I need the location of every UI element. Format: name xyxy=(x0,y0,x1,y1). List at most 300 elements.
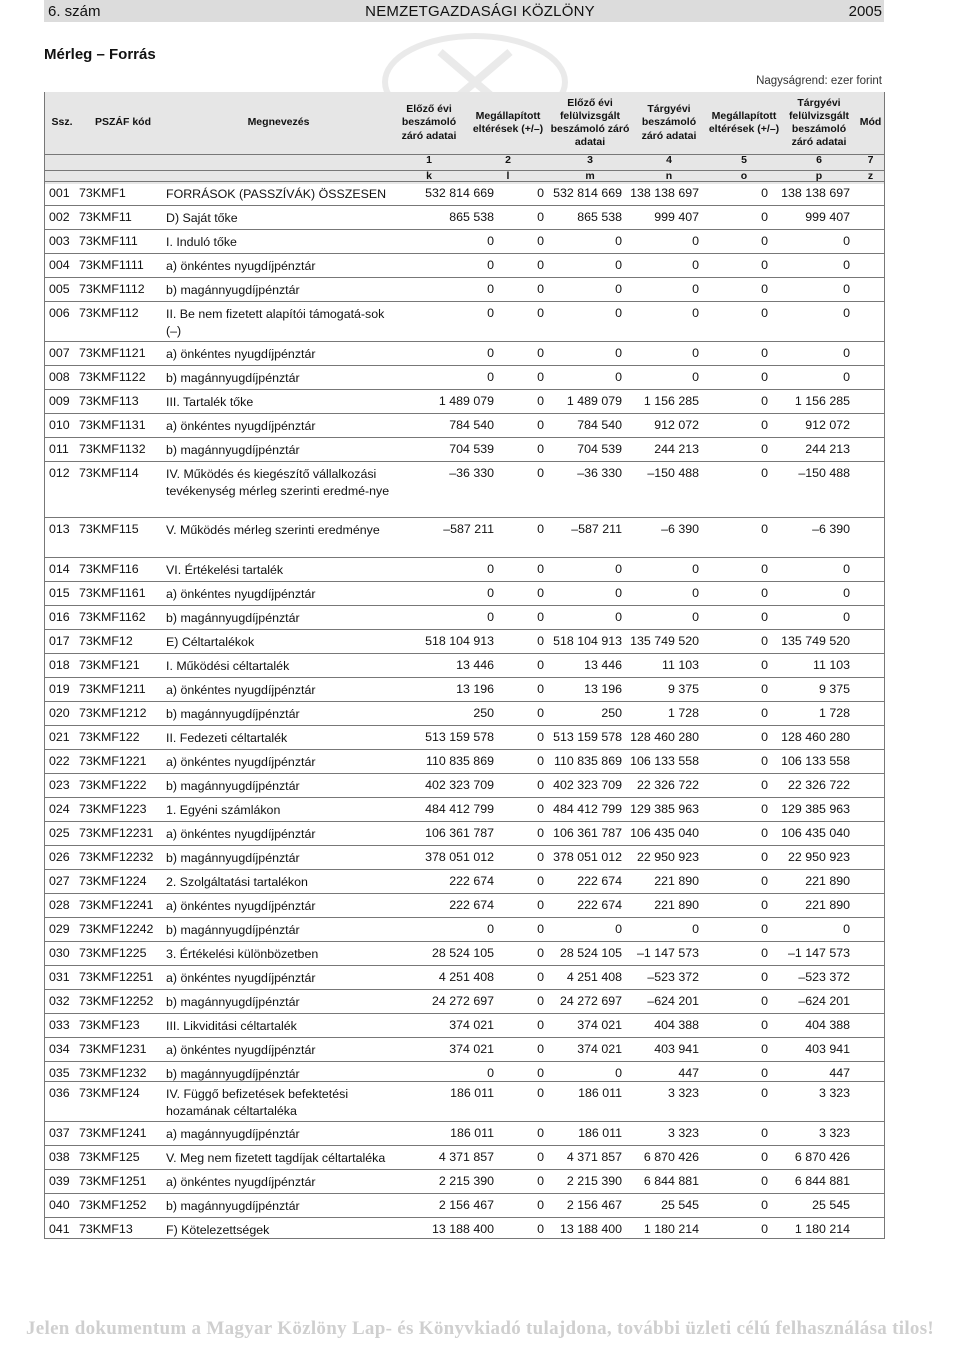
row-value-col-4: 3 323 xyxy=(667,1126,699,1140)
row-name: b) magánnyugdíjpénztár xyxy=(166,1067,300,1081)
row-name: II. Be nem fizetett alapítói támogatá-sok (–) xyxy=(166,307,385,338)
row-value-col-1: 0 xyxy=(487,586,494,600)
row-name: a) önkéntes nyugdíjpénztár xyxy=(166,1175,316,1189)
row-ssz: 006 xyxy=(49,306,70,320)
row-code: 73KMF12251 xyxy=(79,970,154,984)
row-value-col-5: 0 xyxy=(761,994,768,1008)
row-value-col-4: 1 156 285 xyxy=(643,394,699,408)
row-value-col-4: 6 844 881 xyxy=(643,1174,699,1188)
row-value-col-3: 186 011 xyxy=(578,1086,622,1100)
row-value-col-6: 11 103 xyxy=(813,658,850,672)
row-divider xyxy=(44,389,884,390)
row-divider xyxy=(44,1013,884,1014)
row-value-col-3: 28 524 105 xyxy=(559,946,622,960)
year: 2005 xyxy=(848,3,882,20)
row-value-col-4: –624 201 xyxy=(647,994,699,1008)
row-value-col-5: 0 xyxy=(761,306,768,320)
row-code: 73KMF116 xyxy=(79,562,139,576)
row-name: b) magánnyugdíjpénztár xyxy=(166,611,300,625)
row-value-col-5: 0 xyxy=(761,754,768,768)
col-header-ssz: Ssz. xyxy=(51,116,73,129)
row-value-col-1: 0 xyxy=(487,370,494,384)
row-name: a) magánnyugdíjpénztár xyxy=(166,1127,300,1141)
row-name: a) önkéntes nyugdíjpénztár xyxy=(166,347,316,361)
col-header-c7: Mód xyxy=(859,116,882,129)
row-ssz: 030 xyxy=(49,946,70,960)
row-value-col-4: 0 xyxy=(692,562,699,576)
row-value-col-4: 999 407 xyxy=(654,210,699,224)
row-name: II. Fedezeti céltartalék xyxy=(166,731,288,745)
row-value-col-1: 518 104 913 xyxy=(425,634,494,648)
row-value-col-6: 0 xyxy=(843,306,850,320)
row-value-col-4: 106 133 558 xyxy=(630,754,699,768)
row-value-col-1: 0 xyxy=(487,234,494,248)
row-name: III. Tartalék tőke xyxy=(166,395,254,409)
row-value-col-3: 704 539 xyxy=(577,442,622,456)
row-ssz: 017 xyxy=(49,634,70,648)
row-value-col-3: 2 215 390 xyxy=(566,1174,622,1188)
row-value-col-4: 447 xyxy=(678,1066,699,1080)
row-divider xyxy=(44,301,884,302)
row-ssz: 012 xyxy=(49,466,70,480)
row-value-col-4: 138 138 697 xyxy=(630,186,699,200)
row-value-col-5: 0 xyxy=(761,234,768,248)
row-value-col-2: 0 xyxy=(537,1042,544,1056)
row-value-col-5: 0 xyxy=(761,586,768,600)
row-value-col-6: 135 749 520 xyxy=(781,634,850,648)
row-divider xyxy=(44,1145,884,1146)
row-name: b) magánnyugdíjpénztár xyxy=(166,1199,300,1213)
row-value-col-6: –6 390 xyxy=(812,522,850,536)
row-code: 73KMF1252 xyxy=(79,1198,147,1212)
row-divider xyxy=(44,1238,884,1239)
row-name: a) önkéntes nyugdíjpénztár xyxy=(166,683,316,697)
row-value-col-5: 0 xyxy=(761,1042,768,1056)
row-code: 73KMF12232 xyxy=(79,850,154,864)
row-value-col-6: 0 xyxy=(843,370,850,384)
row-ssz: 014 xyxy=(49,562,70,576)
row-value-col-6: 0 xyxy=(843,258,850,272)
row-value-col-4: 22 950 923 xyxy=(636,850,699,864)
row-code: 73KMF1112 xyxy=(79,282,145,296)
row-value-col-5: 0 xyxy=(761,466,768,480)
col-number: 5 xyxy=(741,154,747,166)
row-value-col-5: 0 xyxy=(761,898,768,912)
row-value-col-4: 0 xyxy=(692,346,699,360)
row-value-col-5: 0 xyxy=(761,850,768,864)
col-header-c1: Előző évi beszámoló záró adatai xyxy=(401,103,457,142)
row-value-col-4: 404 388 xyxy=(654,1018,699,1032)
row-ssz: 021 xyxy=(49,730,70,744)
row-divider xyxy=(44,1121,884,1122)
row-name: 1. Egyéni számlákon xyxy=(166,803,281,817)
row-value-col-3: 0 xyxy=(615,346,622,360)
row-code: 73KMF12241 xyxy=(79,898,154,912)
row-divider xyxy=(44,229,884,230)
row-value-col-2: 0 xyxy=(537,1198,544,1212)
row-code: 73KMF122 xyxy=(79,730,140,744)
row-code: 73KMF113 xyxy=(79,394,139,408)
page-title: Mérleg – Forrás xyxy=(44,46,156,63)
row-divider xyxy=(44,1081,884,1082)
row-value-col-5: 0 xyxy=(761,258,768,272)
row-value-col-3: 865 538 xyxy=(577,210,622,224)
row-ssz: 019 xyxy=(49,682,70,696)
row-ssz: 020 xyxy=(49,706,70,720)
row-value-col-1: 704 539 xyxy=(449,442,494,456)
row-value-col-5: 0 xyxy=(761,442,768,456)
row-value-col-4: 0 xyxy=(692,922,699,936)
row-divider xyxy=(44,653,884,654)
row-value-col-2: 0 xyxy=(537,922,544,936)
row-code: 73KMF1111 xyxy=(79,258,144,272)
row-value-col-2: 0 xyxy=(537,370,544,384)
row-divider xyxy=(44,893,884,894)
row-ssz: 015 xyxy=(49,586,70,600)
row-value-col-2: 0 xyxy=(537,826,544,840)
row-ssz: 028 xyxy=(49,898,70,912)
row-ssz: 007 xyxy=(49,346,70,360)
row-ssz: 038 xyxy=(49,1150,70,1164)
col-letter: m xyxy=(585,170,595,182)
row-value-col-4: 135 749 520 xyxy=(630,634,699,648)
row-value-col-6: 6 870 426 xyxy=(794,1150,850,1164)
row-value-col-3: 0 xyxy=(615,562,622,576)
row-value-col-3: 4 371 857 xyxy=(566,1150,622,1164)
row-divider xyxy=(44,749,884,750)
row-ssz: 029 xyxy=(49,922,70,936)
row-value-col-1: 865 538 xyxy=(449,210,494,224)
row-name: b) magánnyugdíjpénztár xyxy=(166,443,300,457)
row-value-col-1: –36 330 xyxy=(449,466,494,480)
row-value-col-5: 0 xyxy=(761,1018,768,1032)
row-ssz: 025 xyxy=(49,826,70,840)
row-name: V. Működés mérleg szerinti eredménye xyxy=(166,523,380,537)
row-value-col-1: 4 251 408 xyxy=(438,970,494,984)
unit-note: Nagyságrend: ezer forint xyxy=(756,75,882,87)
row-value-col-6: 1 156 285 xyxy=(794,394,850,408)
row-value-col-2: 0 xyxy=(537,850,544,864)
row-value-col-3: 4 251 408 xyxy=(566,970,622,984)
row-value-col-1: –587 211 xyxy=(443,522,494,536)
row-ssz: 027 xyxy=(49,874,70,888)
row-value-col-5: 0 xyxy=(761,922,768,936)
row-value-col-1: 0 xyxy=(487,306,494,320)
row-value-col-1: 4 371 857 xyxy=(438,1150,494,1164)
issue-number: 6. szám xyxy=(48,3,101,20)
row-value-col-5: 0 xyxy=(761,394,768,408)
journal-title: NEMZETGAZDASÁGI KÖZLÖNY xyxy=(365,3,595,20)
row-name: a) önkéntes nyugdíjpénztár xyxy=(166,587,316,601)
row-value-col-1: 0 xyxy=(487,922,494,936)
row-value-col-2: 0 xyxy=(537,1066,544,1080)
row-value-col-4: 0 xyxy=(692,610,699,624)
row-value-col-5: 0 xyxy=(761,522,768,536)
row-code: 73KMF1222 xyxy=(79,778,147,792)
row-value-col-5: 0 xyxy=(761,186,768,200)
row-value-col-4: 22 326 722 xyxy=(636,778,699,792)
row-value-col-2: 0 xyxy=(537,466,544,480)
row-divider xyxy=(44,701,884,702)
row-name: 3. Értékelési különbözetben xyxy=(166,947,319,961)
row-code: 73KMF111 xyxy=(79,234,138,248)
row-value-col-3: 374 021 xyxy=(577,1018,622,1032)
row-code: 73KMF115 xyxy=(79,522,139,536)
row-value-col-6: 129 385 963 xyxy=(781,802,850,816)
row-code: 73KMF1211 xyxy=(79,682,146,696)
row-value-col-1: 222 674 xyxy=(449,898,494,912)
row-ssz: 034 xyxy=(49,1042,70,1056)
row-value-col-6: 3 323 xyxy=(818,1086,850,1100)
row-divider xyxy=(44,181,884,182)
row-value-col-6: 138 138 697 xyxy=(781,186,850,200)
row-divider xyxy=(44,965,884,966)
row-value-col-6: 912 072 xyxy=(805,418,850,432)
row-value-col-1: 1 489 079 xyxy=(438,394,494,408)
col-header-c5: Megállapított eltérések (+/–) xyxy=(708,109,780,135)
row-value-col-6: 447 xyxy=(829,1066,850,1080)
row-code: 73KMF1131 xyxy=(79,418,146,432)
row-value-col-3: 0 xyxy=(615,922,622,936)
col-number: 6 xyxy=(816,154,822,166)
row-value-col-1: 186 011 xyxy=(450,1126,494,1140)
row-value-col-6: 0 xyxy=(843,610,850,624)
row-name: I. Működési céltartalék xyxy=(166,659,290,673)
row-value-col-4: 0 xyxy=(692,306,699,320)
row-value-col-4: –150 488 xyxy=(647,466,699,480)
row-value-col-6: 3 323 xyxy=(818,1126,850,1140)
row-value-col-3: 106 361 787 xyxy=(553,826,622,840)
row-value-col-2: 0 xyxy=(537,442,544,456)
row-value-col-2: 0 xyxy=(537,874,544,888)
row-value-col-2: 0 xyxy=(537,522,544,536)
row-value-col-1: 0 xyxy=(487,282,494,296)
row-value-col-1: 110 835 869 xyxy=(426,754,494,768)
row-value-col-1: 402 323 709 xyxy=(425,778,494,792)
row-ssz: 005 xyxy=(49,282,70,296)
row-divider xyxy=(44,1169,884,1170)
row-value-col-4: –1 147 573 xyxy=(636,946,699,960)
row-ssz: 024 xyxy=(49,802,70,816)
row-ssz: 035 xyxy=(49,1066,70,1080)
row-value-col-2: 0 xyxy=(537,1126,544,1140)
row-value-col-4: 129 385 963 xyxy=(630,802,699,816)
row-code: 73KMF1232 xyxy=(79,1066,147,1080)
row-value-col-3: 186 011 xyxy=(578,1126,622,1140)
row-name: b) magánnyugdíjpénztár xyxy=(166,707,300,721)
row-value-col-3: 378 051 012 xyxy=(553,850,622,864)
row-value-col-3: 402 323 709 xyxy=(553,778,622,792)
row-divider xyxy=(44,413,884,414)
row-name: F) Kötelezettségek xyxy=(166,1223,270,1237)
row-value-col-3: 532 814 669 xyxy=(553,186,622,200)
row-name: b) magánnyugdíjpénztár xyxy=(166,779,300,793)
row-value-col-2: 0 xyxy=(537,394,544,408)
row-value-col-6: 404 388 xyxy=(805,1018,850,1032)
row-value-col-2: 0 xyxy=(537,730,544,744)
row-code: 73KMF12252 xyxy=(79,994,154,1008)
row-value-col-4: 912 072 xyxy=(654,418,699,432)
row-value-col-4: 9 375 xyxy=(667,682,699,696)
row-value-col-1: 2 156 467 xyxy=(438,1198,494,1212)
row-value-col-3: 0 xyxy=(615,586,622,600)
row-name: IV. Működés és kiegészítő vállalkozási tevékenység mérleg szerinti eredmé-nye xyxy=(166,467,390,498)
row-value-col-1: 28 524 105 xyxy=(431,946,494,960)
row-value-col-5: 0 xyxy=(761,946,768,960)
row-value-col-6: 22 950 923 xyxy=(787,850,850,864)
row-name: a) önkéntes nyugdíjpénztár xyxy=(166,1043,316,1057)
row-divider xyxy=(44,461,884,462)
row-ssz: 026 xyxy=(49,850,70,864)
row-value-col-1: 513 159 578 xyxy=(425,730,494,744)
row-name: III. Likviditási céltartalék xyxy=(166,1019,297,1033)
row-code: 73KMF112 xyxy=(79,306,139,320)
row-ssz: 009 xyxy=(49,394,70,408)
row-value-col-5: 0 xyxy=(761,802,768,816)
row-value-col-6: 1 728 xyxy=(818,706,850,720)
col-header-name: Megnevezés xyxy=(247,116,310,129)
row-value-col-3: 0 xyxy=(615,234,622,248)
row-code: 73KMF125 xyxy=(79,1150,140,1164)
row-name: b) magánnyugdíjpénztár xyxy=(166,371,300,385)
row-value-col-6: –150 488 xyxy=(798,466,850,480)
col-letter: z xyxy=(867,170,874,182)
row-value-col-5: 0 xyxy=(761,1066,768,1080)
row-value-col-6: 403 941 xyxy=(805,1042,850,1056)
row-divider xyxy=(44,677,884,678)
row-code: 73KMF1212 xyxy=(79,706,147,720)
row-code: 73KMF1161 xyxy=(79,586,146,600)
row-value-col-3: –587 211 xyxy=(571,522,622,536)
col-header-c2: Megállapított eltérések (+/–) xyxy=(472,109,544,135)
row-value-col-5: 0 xyxy=(761,970,768,984)
row-name: D) Saját tőke xyxy=(166,211,238,225)
row-name: a) önkéntes nyugdíjpénztár xyxy=(166,755,316,769)
row-value-col-6: 22 326 722 xyxy=(787,778,850,792)
row-value-col-3: 0 xyxy=(615,306,622,320)
row-value-col-5: 0 xyxy=(761,562,768,576)
row-divider xyxy=(44,797,884,798)
row-value-col-6: 106 435 040 xyxy=(781,826,850,840)
col-number: 4 xyxy=(666,154,672,166)
row-name: E) Céltartalékok xyxy=(166,635,255,649)
row-value-col-2: 0 xyxy=(537,682,544,696)
row-value-col-5: 0 xyxy=(761,610,768,624)
row-divider xyxy=(44,205,884,206)
row-code: 73KMF114 xyxy=(79,466,139,480)
row-value-col-3: 13 196 xyxy=(584,682,622,696)
row-value-col-1: 2 215 390 xyxy=(438,1174,494,1188)
row-divider xyxy=(44,365,884,366)
row-value-col-1: 222 674 xyxy=(449,874,494,888)
row-value-col-2: 0 xyxy=(537,994,544,1008)
row-ssz: 016 xyxy=(49,610,70,624)
row-value-col-3: 484 412 799 xyxy=(553,802,622,816)
row-value-col-1: 0 xyxy=(487,562,494,576)
row-value-col-6: –523 372 xyxy=(798,970,850,984)
row-value-col-2: 0 xyxy=(537,346,544,360)
row-value-col-3: 0 xyxy=(615,370,622,384)
row-value-col-2: 0 xyxy=(537,258,544,272)
row-divider xyxy=(44,629,884,630)
col-header-c3: Előző évi felülvizsgált beszámoló záró adatai xyxy=(550,96,630,149)
row-value-col-2: 0 xyxy=(537,306,544,320)
col-number: 7 xyxy=(867,154,874,166)
row-value-col-2: 0 xyxy=(537,658,544,672)
row-name: IV. Függő befizetések befektetési hozamának céltartaléka xyxy=(166,1087,349,1118)
row-value-col-2: 0 xyxy=(537,234,544,248)
row-value-col-1: 378 051 012 xyxy=(425,850,494,864)
row-code: 73KMF1132 xyxy=(79,442,146,456)
row-value-col-1: 13 446 xyxy=(456,658,494,672)
row-value-col-1: 0 xyxy=(487,258,494,272)
row-value-col-2: 0 xyxy=(537,610,544,624)
row-name: a) önkéntes nyugdíjpénztár xyxy=(166,899,316,913)
row-code: 73KMF124 xyxy=(79,1086,140,1100)
row-ssz: 031 xyxy=(49,970,70,984)
row-code: 73KMF1221 xyxy=(79,754,147,768)
row-value-col-3: 1 489 079 xyxy=(566,394,622,408)
row-ssz: 022 xyxy=(49,754,70,768)
row-name: V. Meg nem fizetett tagdíjak céltartaléka xyxy=(166,1151,386,1165)
row-divider xyxy=(44,1193,884,1194)
row-value-col-4: 403 941 xyxy=(654,1042,699,1056)
row-value-col-6: 0 xyxy=(843,234,850,248)
row-value-col-4: 1 728 xyxy=(667,706,699,720)
row-value-col-6: 0 xyxy=(843,586,850,600)
row-ssz: 039 xyxy=(49,1174,70,1188)
row-value-col-5: 0 xyxy=(761,370,768,384)
col-number: 2 xyxy=(505,154,511,166)
row-code: 73KMF12242 xyxy=(79,922,154,936)
row-value-col-5: 0 xyxy=(761,210,768,224)
row-value-col-5: 0 xyxy=(761,1198,768,1212)
row-value-col-4: 0 xyxy=(692,586,699,600)
col-header-c4: Tárgyévi beszámoló záró adatai xyxy=(641,103,697,142)
row-value-col-6: 221 890 xyxy=(805,874,850,888)
row-name: a) önkéntes nyugdíjpénztár xyxy=(166,419,316,433)
row-value-col-6: 6 844 881 xyxy=(794,1174,850,1188)
col-number: 3 xyxy=(587,154,593,166)
row-value-col-1: 186 011 xyxy=(450,1086,494,1100)
row-divider xyxy=(44,1061,884,1062)
row-value-col-2: 0 xyxy=(537,802,544,816)
row-code: 73KMF1121 xyxy=(79,346,146,360)
row-value-col-2: 0 xyxy=(537,1174,544,1188)
row-name: b) magánnyugdíjpénztár xyxy=(166,995,300,1009)
row-name: 2. Szolgáltatási tartalékon xyxy=(166,875,308,889)
row-value-col-3: 518 104 913 xyxy=(553,634,622,648)
row-value-col-3: 110 835 869 xyxy=(554,754,622,768)
row-value-col-5: 0 xyxy=(761,1150,768,1164)
row-code: 73KMF123 xyxy=(79,1018,140,1032)
row-value-col-2: 0 xyxy=(537,282,544,296)
row-divider xyxy=(44,277,884,278)
row-value-col-2: 0 xyxy=(537,186,544,200)
row-divider xyxy=(44,869,884,870)
col-header-code: PSZÁF kód xyxy=(94,116,151,129)
row-code: 73KMF12231 xyxy=(79,826,154,840)
row-value-col-5: 0 xyxy=(761,1174,768,1188)
row-code: 73KMF1225 xyxy=(79,946,147,960)
row-divider xyxy=(44,517,884,518)
row-name: a) önkéntes nyugdíjpénztár xyxy=(166,259,316,273)
row-divider xyxy=(44,773,884,774)
row-value-col-1: 484 412 799 xyxy=(425,802,494,816)
row-divider xyxy=(44,605,884,606)
row-code: 73KMF121 xyxy=(79,658,140,672)
row-value-col-4: 6 870 426 xyxy=(643,1150,699,1164)
